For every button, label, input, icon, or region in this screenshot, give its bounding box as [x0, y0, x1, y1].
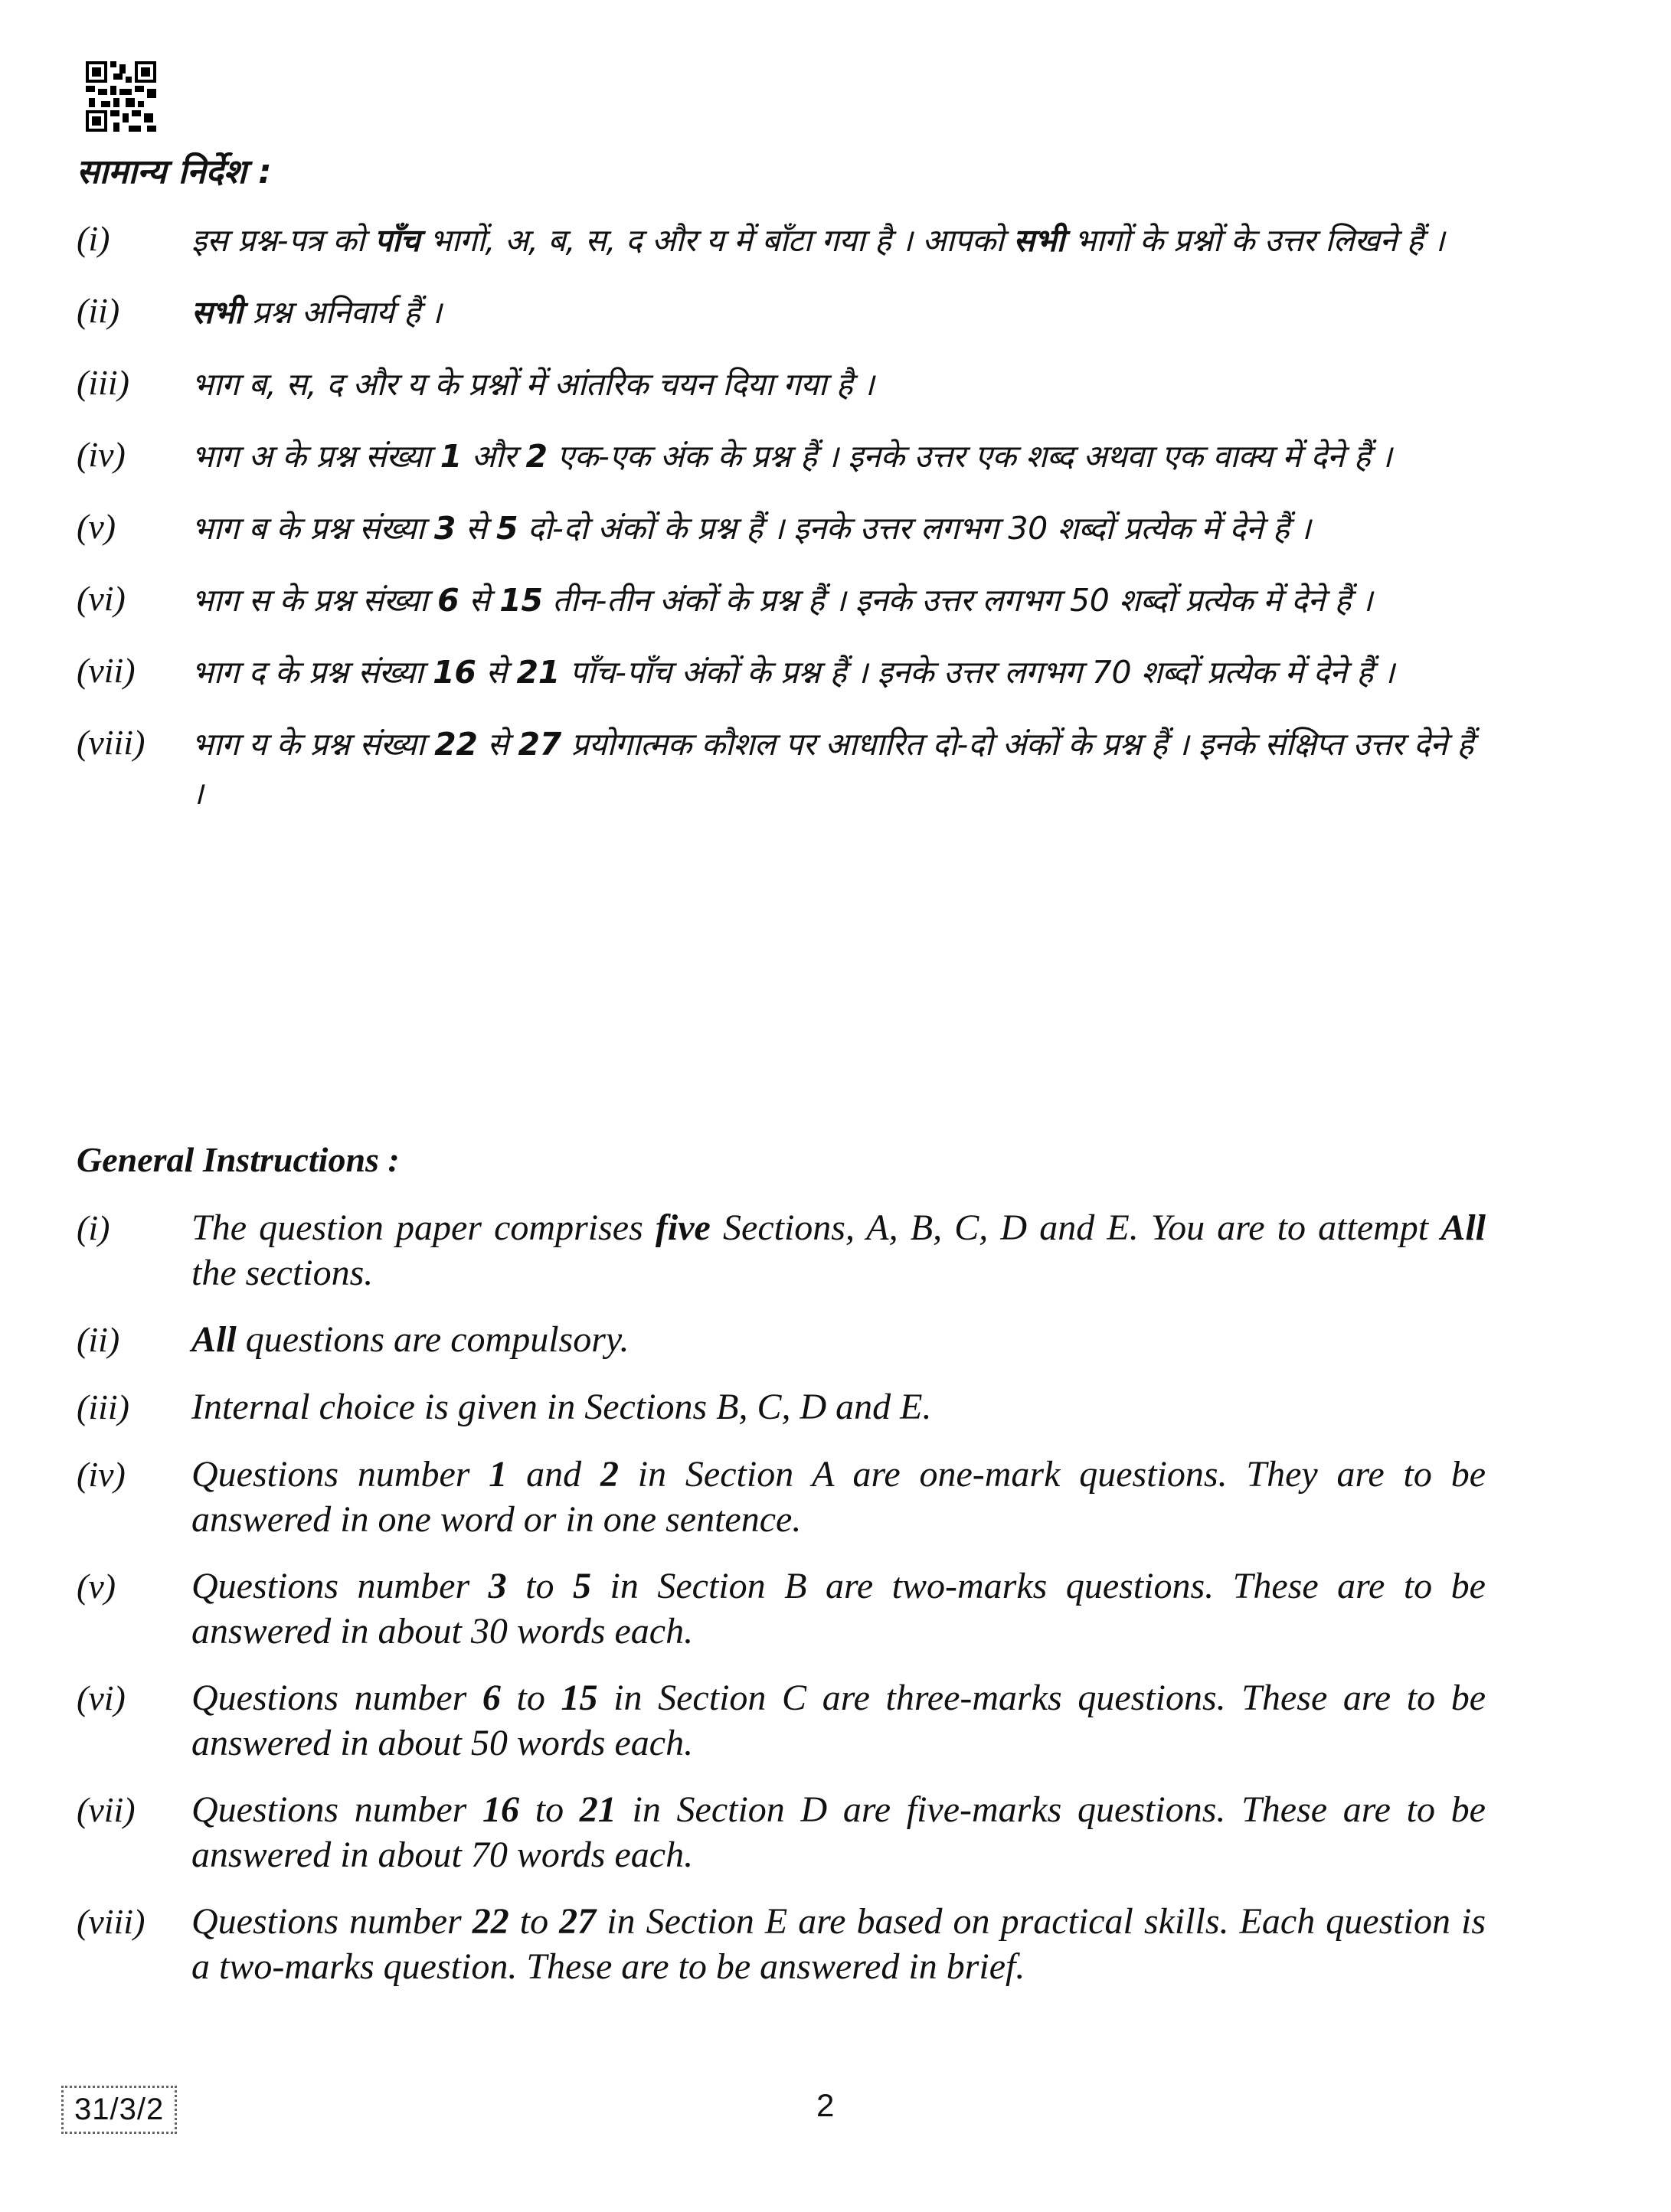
emphasis-text: 15 [561, 1678, 598, 1718]
text-run: भागों, अ, ब, स, द और य में बाँटा गया है । आपको [420, 222, 1014, 259]
instruction-number: (vi) [77, 1678, 126, 1717]
instruction-number: (iii) [77, 1387, 129, 1426]
paper-code: 31/3/2 [61, 2086, 177, 2134]
instruction-number: (i) [77, 1208, 110, 1247]
text-run: in Section D are five-marks questions. These are to be answered in about 70 words each. [191, 1789, 1486, 1875]
instruction-item [77, 1563, 1486, 1654]
page-number: 2 [816, 2087, 835, 2123]
text-run: भाग ब, स, द और य के प्रश्नों में आंतरिक चयन दिया गया है । [191, 366, 875, 403]
instruction-text [191, 288, 1486, 337]
text-run: to [519, 1789, 580, 1830]
instruction-item [77, 1787, 1486, 1877]
text-run: to [500, 1678, 561, 1718]
instruction-number: (v) [77, 1567, 116, 1606]
instruction-item [77, 1452, 1486, 1542]
text-run: भाग ब के प्रश्न संख्या [191, 510, 434, 547]
instruction-text [191, 1899, 1486, 1989]
text-run: Questions number [191, 1789, 483, 1830]
emphasis-text: 16 [433, 654, 476, 691]
emphasis-text: 22 [472, 1901, 509, 1942]
text-run: Questions number [191, 1454, 489, 1495]
instruction-number: (vi) [77, 579, 126, 618]
instruction-number: (v) [77, 507, 116, 546]
text-run: भाग द के प्रश्न संख्या [191, 654, 433, 691]
emphasis-text: five [655, 1207, 711, 1248]
instruction-text [191, 1563, 1486, 1654]
text-run: Questions number [191, 1678, 482, 1718]
instruction-text [191, 360, 1486, 409]
text-run: प्रश्न अनिवार्य हैं । [242, 294, 442, 331]
text-run: से [477, 726, 518, 763]
text-run: से [476, 654, 517, 691]
emphasis-text: 21 [516, 654, 560, 691]
instruction-item [77, 360, 1486, 409]
instruction-number: (ii) [77, 291, 120, 330]
english-instructions-heading: General Instructions : [77, 1140, 400, 1179]
instruction-text [191, 1384, 1486, 1429]
text-run: in Section C are three-marks questions. These are to be answered in about 50 words each. [191, 1678, 1486, 1763]
emphasis-text: 21 [579, 1789, 616, 1830]
emphasis-text: सभी [191, 294, 243, 331]
emphasis-text: 5 [495, 510, 518, 547]
emphasis-text: 22 [434, 726, 478, 763]
text-run: Sections, A, B, C, D and E. You are to attempt [710, 1207, 1441, 1248]
text-run: and [507, 1454, 600, 1495]
text-run: से [456, 510, 496, 547]
instruction-text [191, 720, 1486, 818]
instruction-item [77, 1899, 1486, 1989]
text-run: Internal choice is given in Sections B, C, D and E. [191, 1387, 932, 1427]
emphasis-text: 15 [499, 582, 543, 619]
instruction-item [77, 1205, 1486, 1296]
emphasis-text: सभी [1013, 222, 1064, 259]
text-run: से [459, 582, 500, 619]
instruction-number: (iii) [77, 363, 129, 402]
instruction-number: (i) [77, 219, 110, 258]
instruction-item [77, 504, 1486, 553]
text-run: भागों के प्रश्नों के उत्तर लिखने हैं । [1064, 222, 1445, 259]
instruction-item [77, 576, 1486, 625]
text-run: Questions number [191, 1566, 489, 1606]
text-run: पाँच-पाँच अंकों के प्रश्न हैं । इनके उत्तर लगभग 70 शब्दों प्रत्येक में देने हैं । [560, 654, 1395, 691]
text-run: और [461, 438, 526, 475]
instruction-text [191, 576, 1486, 625]
emphasis-text: 5 [573, 1566, 591, 1606]
instruction-number: (viii) [77, 723, 146, 762]
instruction-text [191, 504, 1486, 553]
instruction-number: (viii) [77, 1902, 146, 1941]
instruction-text [191, 1317, 1486, 1362]
text-run: एक-एक अंक के प्रश्न हैं । इनके उत्तर एक शब्द अथवा एक वाक्य में देने हैं । [547, 438, 1392, 475]
text-run: भाग स के प्रश्न संख्या [191, 582, 438, 619]
instruction-text [191, 1675, 1486, 1766]
emphasis-text: 27 [559, 1901, 597, 1942]
emphasis-text: 6 [482, 1678, 501, 1718]
emphasis-text: पाँच [374, 222, 420, 259]
emphasis-text: All [191, 1319, 237, 1360]
text-run: भाग अ के प्रश्न संख्या [191, 438, 440, 475]
instruction-text [191, 1787, 1486, 1877]
instruction-item [77, 1317, 1486, 1363]
text-run: the sections. [191, 1253, 374, 1293]
instruction-text [191, 216, 1486, 265]
emphasis-text: 3 [488, 1566, 507, 1606]
instruction-text [191, 432, 1486, 481]
instruction-number: (iv) [77, 1455, 126, 1494]
instruction-item [77, 720, 1486, 818]
instruction-item [77, 216, 1486, 265]
instruction-text [191, 1205, 1486, 1296]
instruction-text [191, 648, 1486, 697]
text-run: questions are compulsory. [236, 1319, 629, 1360]
emphasis-text: 16 [482, 1789, 520, 1830]
instruction-item [77, 288, 1486, 337]
text-run: भाग य के प्रश्न संख्या [191, 726, 435, 763]
text-run: प्रयोगात्मक कौशल पर आधारित दो-दो अंकों के प्रश्न हैं । इनके संक्षिप्त उत्तर देने हैं । [191, 726, 1473, 812]
instruction-item [77, 432, 1486, 481]
text-run: to [508, 1901, 560, 1942]
text-run: तीन-तीन अंकों के प्रश्न हैं । इनके उत्तर लगभग 50 शब्दों प्रत्येक में देने हैं । [542, 582, 1373, 619]
text-run: दो-दो अंकों के प्रश्न हैं । इनके उत्तर लगभग 30 शब्दों प्रत्येक में देने हैं । [518, 510, 1311, 547]
hindi-instructions-heading: सामान्य निर्देश : [77, 152, 272, 191]
emphasis-text: 27 [518, 726, 561, 763]
emphasis-text: 6 [437, 582, 459, 619]
instruction-number: (vii) [77, 651, 136, 690]
instruction-text [191, 1452, 1486, 1542]
text-run: to [506, 1566, 573, 1606]
english-instructions-list [77, 1205, 1486, 2011]
text-run: in Section E are based on practical skills. Each question is a two-marks question. These are to be answered in brief. [191, 1901, 1486, 1987]
text-run: इस प्रश्न-पत्र को [191, 222, 374, 259]
emphasis-text: All [1440, 1207, 1486, 1248]
emphasis-text: 2 [600, 1454, 619, 1495]
instruction-number: (vii) [77, 1790, 136, 1829]
text-run: in Section A are one-mark questions. They are to be answered in one word or in one sentence. [191, 1454, 1486, 1540]
hindi-instructions-list [77, 216, 1486, 841]
emphasis-text: 1 [440, 438, 462, 475]
emphasis-text: 1 [489, 1454, 508, 1495]
instruction-item [77, 648, 1486, 697]
instruction-number: (iv) [77, 435, 126, 474]
text-run: in Section B are two-marks questions. These are to be answered in about 30 words each. [191, 1566, 1486, 1652]
instruction-item [77, 1384, 1486, 1430]
text-run: Questions number [191, 1901, 473, 1942]
qr-code-icon [86, 61, 156, 132]
text-run: The question paper comprises [191, 1207, 656, 1248]
instruction-number: (ii) [77, 1320, 120, 1359]
emphasis-text: 2 [525, 438, 548, 475]
instruction-item [77, 1675, 1486, 1766]
emphasis-text: 3 [433, 510, 456, 547]
